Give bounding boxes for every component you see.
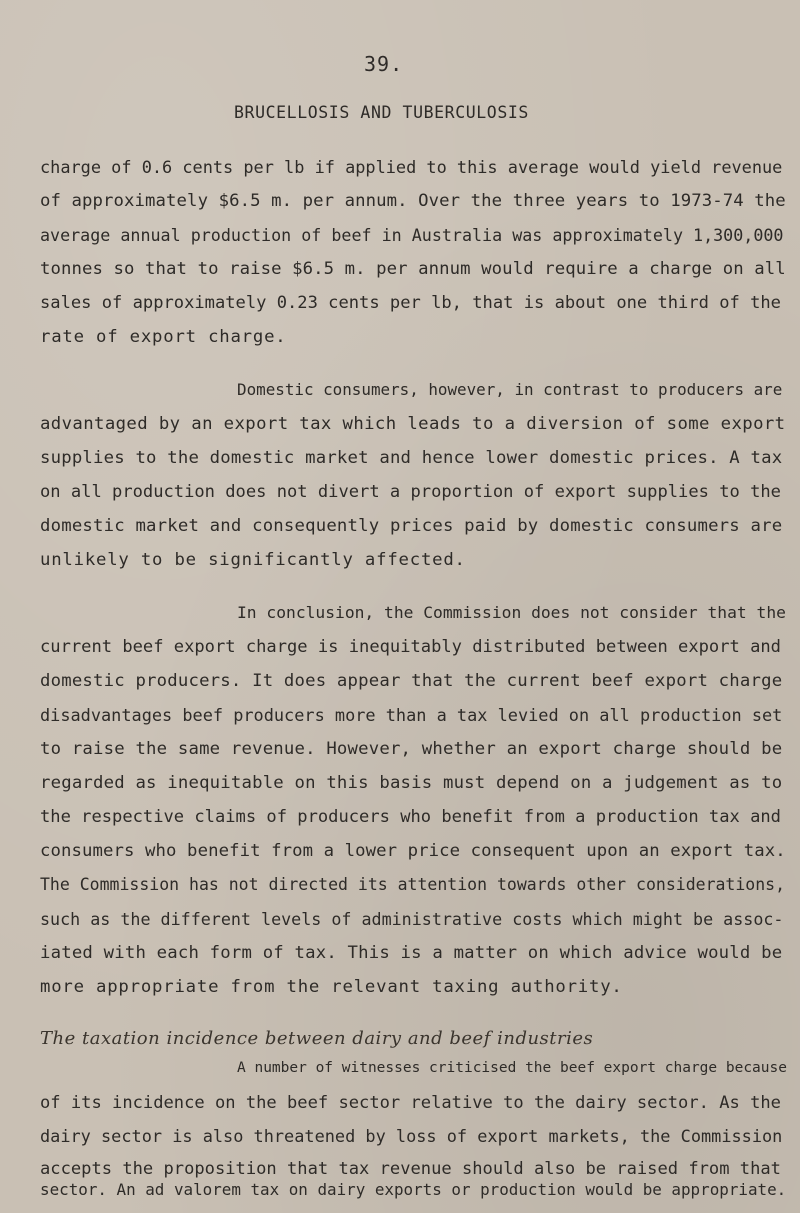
paragraph-3-line: iated with each form of tax. This is a matter on which advice would be	[40, 943, 783, 963]
paragraph-3-line: domestic producers. It does appear that the current beef export charge	[40, 671, 783, 691]
paragraph-1-line: of approximately $6.5 m. per annum. Over the three years to 1973-74 the	[40, 191, 786, 211]
paragraph-4-line: dairy sector is also threatened by loss of export markets, the Commission	[40, 1126, 783, 1146]
paragraph-3-line: consumers who benefit from a lower price consequent upon an export tax.	[40, 841, 786, 861]
paragraph-1-line: sales of approximately 0.23 cents per lb, that is about one third of the	[40, 293, 781, 313]
paragraph-3-line: current beef export charge is inequitably distributed between export and	[40, 637, 781, 657]
paragraph-3-line: The Commission has not directed its attention towards other considerations,	[40, 875, 786, 894]
paragraph-3-line: regarded as inequitable on this basis must depend on a judgement as to	[40, 773, 783, 793]
paragraph-2-line: unlikely to be significantly affected.	[40, 550, 466, 570]
paragraph-4-line: A number of witnesses criticised the beef export charge because	[237, 1060, 787, 1076]
page-number: 39.	[364, 52, 404, 76]
paragraph-3-line: In conclusion, the Commission does not consider that the	[237, 603, 786, 622]
paragraph-4-line: sector. An ad valorem tax on dairy exports or production would be appropriate.	[40, 1180, 787, 1199]
paragraph-3-line: such as the different levels of administrative costs which might be assoc-	[40, 909, 784, 929]
paragraph-3-line: to raise the same revenue. However, whether an export charge should be	[40, 739, 783, 759]
paragraph-2-line: on all production does not divert a proportion of export supplies to the	[40, 482, 781, 502]
paragraph-2-line: advantaged by an export tax which leads to a diversion of some export	[40, 414, 786, 434]
paragraph-2-line: Domestic consumers, however, in contrast to producers are	[237, 380, 783, 399]
paragraph-2-line: domestic market and consequently prices paid by domestic consumers are	[40, 516, 783, 536]
running-head: BRUCELLOSIS AND TUBERCULOSIS	[234, 103, 529, 122]
paragraph-2-line: supplies to the domestic market and hence lower domestic prices. A tax	[40, 448, 783, 468]
handwritten-section-heading: The taxation incidence between dairy and beef industries	[40, 1028, 594, 1049]
paragraph-1-line: tonnes so that to raise $6.5 m. per annum would require a charge on all	[40, 259, 786, 279]
paragraph-4-line: of its incidence on the beef sector relative to the dairy sector. As the	[40, 1093, 781, 1113]
paragraph-3-line: more appropriate from the relevant taxing authority.	[40, 977, 623, 997]
paragraph-1-line: average annual production of beef in Australia was approximately 1,300,000	[40, 225, 784, 245]
paragraph-3-line: the respective claims of producers who benefit from a production tax and	[40, 807, 781, 827]
paragraph-4-line: accepts the proposition that tax revenue should also be raised from that	[40, 1159, 781, 1179]
paragraph-1-line: rate of export charge.	[40, 327, 287, 347]
paragraph-1-line: charge of 0.6 cents per lb if applied to this average would yield revenue	[40, 157, 783, 177]
paragraph-3-line: disadvantages beef producers more than a tax levied on all production set	[40, 705, 783, 725]
